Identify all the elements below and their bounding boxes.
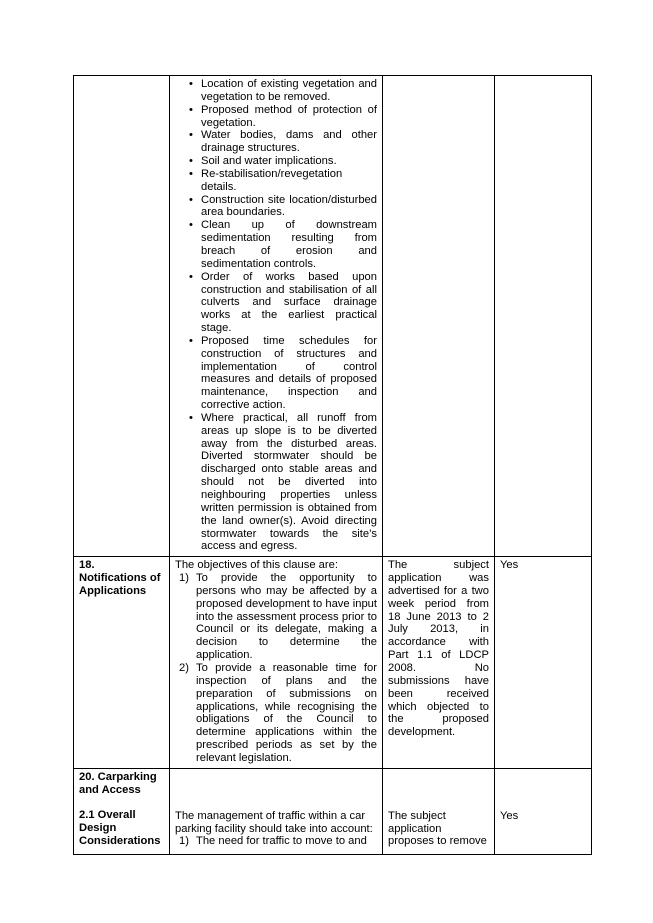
assessment-text: The subject application proposes to remove: [388, 809, 487, 848]
assessment-table: [73, 75, 592, 855]
bullet-item: • Construction site location/disturbed area boundaries.: [201, 194, 377, 220]
bullet-item: • Proposed time schedules for construction of structures and implementation of control measures and details of proposed maintenance, inspection and corrective action.: [201, 335, 377, 412]
clause-cell: [74, 768, 170, 854]
objective-item: [179, 661, 377, 765]
item-number: 2): [179, 661, 189, 674]
table-row: [74, 76, 592, 557]
bullet-item: • Where practical, all runoff from areas up slope is to be diverted away from the disturbed areas. Diverted stormwater should be discharged onto stable areas and should not be diverted into neighbouring properties unless written permission is obtained from the land owner(s). Avoid directing stormwater towards the site’s access and egress.: [201, 412, 377, 553]
bullet-item: • Proposed method of protection of vegetation.: [201, 104, 377, 130]
clause-heading: 18. Notifications of Applications: [74, 557, 170, 769]
complies-cell: [495, 768, 592, 854]
objectives-intro: The objectives of this clause are:: [175, 559, 338, 572]
complies-value: Yes: [500, 809, 519, 822]
bullet-item: • Soil and water implications.: [201, 155, 377, 168]
clause-heading: 20. Carparking and Access: [79, 770, 157, 796]
table-row: [74, 768, 592, 854]
objectives-list: [175, 572, 377, 765]
item-text: The need for traffic to move to and: [196, 835, 367, 848]
assessment-cell: [383, 768, 495, 854]
bullet-item: • Water bodies, dams and other drainage structures.: [201, 129, 377, 155]
requirements-list: [175, 835, 377, 848]
requirements-bullet-list: [175, 78, 377, 553]
clause-subheading: 2.1 Overall Design Considerations: [79, 809, 161, 848]
bullet-item: • Location of existing vegetation and vegetation to be removed.: [201, 78, 377, 104]
objective-item: [179, 572, 377, 662]
item-number: 1): [179, 835, 189, 848]
assessment-cell: [383, 76, 495, 557]
bullet-item: • Clean up of downstream sedimentation resulting from breach of erosion and sedimentation controls.: [201, 219, 377, 270]
complies-cell: [495, 76, 592, 557]
requirement-item: [179, 835, 377, 848]
requirements-intro: The management of traffic within a car parking facility should take into account:: [175, 809, 373, 835]
requirements-cell: [170, 76, 383, 557]
item-text: To provide the opportunity to persons who may be affected by a proposed development to have input into the assessment process prior to Council or its delegate, making a decision to determine the application.: [196, 572, 377, 662]
clause-cell: [74, 76, 170, 557]
assessment-text: The subject application was advertised for a two week period from 18 June 2013 to 2 July 2013, in accordance with Part 1.1 of LDCP 2008. No submissions have been received which objected to the proposed development.: [383, 557, 495, 769]
requirements-cell: [170, 768, 383, 854]
requirements-cell: [170, 557, 383, 769]
table-row: [74, 557, 592, 769]
complies-value: Yes: [495, 557, 592, 769]
item-text: To provide a reasonable time for inspection of plans and the preparation of submissions on applications, while recognising the obligations of the Council to determine applications within the prescribed periods as set by the relevant legislation.: [196, 661, 377, 764]
bullet-item: • Order of works based upon construction and stabilisation of all culverts and surface drainage works at the earliest practical stage.: [201, 271, 377, 335]
bullet-item: • Re-stabilisation/revegetation details.: [201, 168, 377, 194]
item-number: 1): [179, 572, 189, 585]
